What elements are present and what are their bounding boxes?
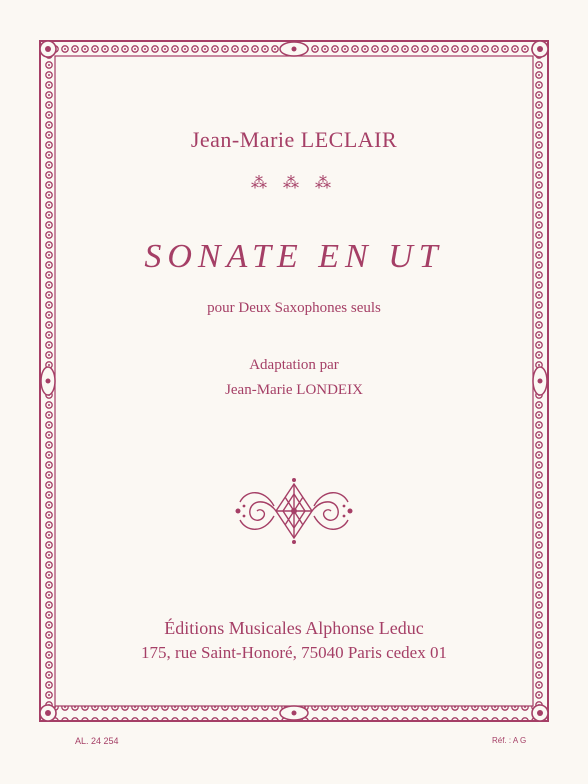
adapter-name: Jean-Marie LONDEIX: [225, 382, 363, 398]
publisher-name: Éditions Musicales Alphonse Leduc: [164, 618, 424, 638]
reference-code: Réf. : A G: [492, 736, 527, 745]
composer-name: Jean-Marie LECLAIR: [190, 127, 398, 152]
publisher-address: 175, rue Saint-Honoré, 75040 Paris cedex 01: [141, 643, 447, 662]
cover-content: [60, 56, 528, 710]
asterism-divider: ⁂ ⁂ ⁂: [251, 175, 337, 192]
instrumentation: pour Deux Saxophones seuls: [207, 300, 381, 316]
work-title: SONATE EN UT: [144, 238, 444, 275]
floral-ornament-icon: [234, 476, 354, 546]
adaptation-label: Adaptation par: [249, 357, 339, 373]
catalog-number: AL. 24 254: [75, 736, 119, 746]
